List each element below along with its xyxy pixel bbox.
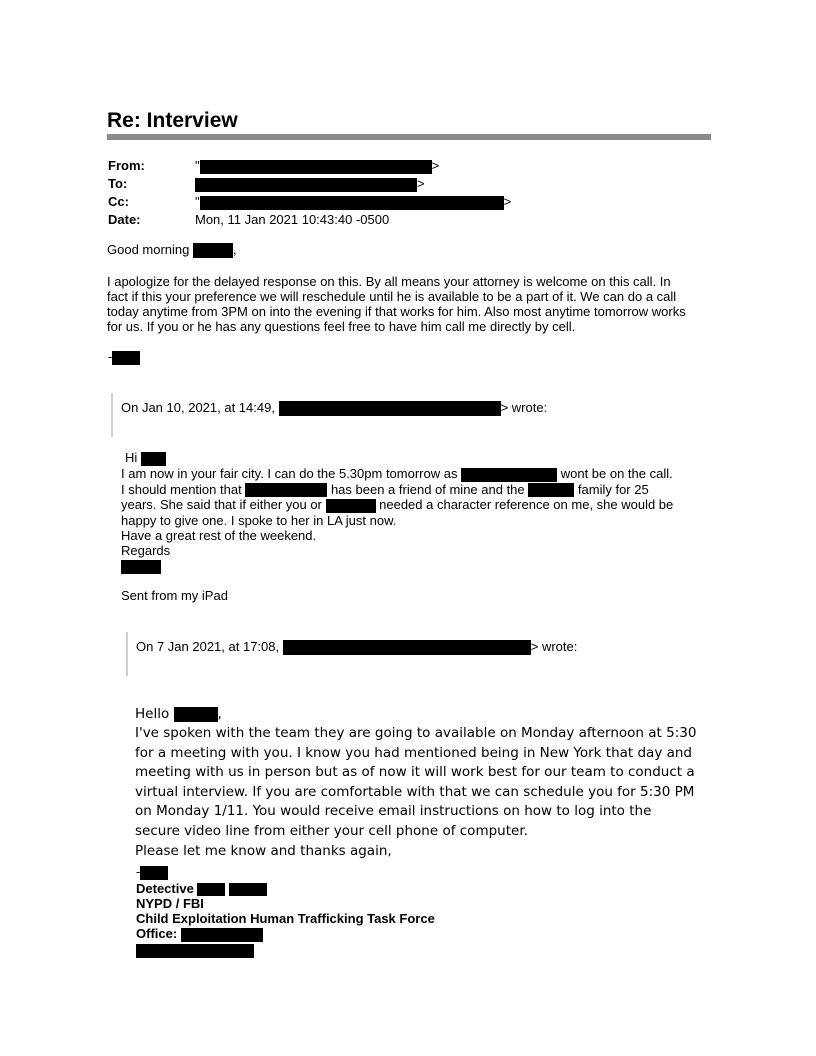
cc-angle: > <box>503 194 512 209</box>
date-value: Mon, 11 Jan 2021 10:43:40 -0500 <box>195 212 390 227</box>
paragraph-line: fact if this your preference we will reschedule until he is available to be a part of it. We can do a call <box>107 289 677 304</box>
body-line: I've spoken with the team they are going to available on Monday afternoon at 5:30 <box>135 725 697 741</box>
body-line: Please let me know and thanks again, <box>135 842 392 859</box>
quote2-intro <box>136 639 577 655</box>
quote2-hello <box>135 705 222 725</box>
text-segment: I am now in your fair city. I can do the 5.30pm tomorrow as <box>121 466 458 481</box>
redaction-box <box>200 160 432 174</box>
from-prefix: " <box>195 158 200 173</box>
from-label: From: <box>108 158 145 173</box>
quote2-body <box>135 724 696 861</box>
text-segment: family for 25 <box>577 481 649 497</box>
text-segment: wont be on the call. <box>560 466 673 481</box>
hi-text: Hi <box>125 450 138 465</box>
to-label: To: <box>108 176 128 191</box>
quote-wrote: > wrote: <box>500 400 548 415</box>
redaction-box <box>326 499 376 513</box>
quote-intro-text: On Jan 10, 2021, at 14:49, <box>121 400 275 415</box>
body-line: on Monday 1/11. You would receive email instructions on how to log into the <box>135 803 652 820</box>
to-value <box>195 176 425 192</box>
quote1-body <box>121 466 673 574</box>
hello-text: Hello <box>135 706 170 722</box>
quote-wrote: > wrote: <box>530 639 578 654</box>
quote-bar <box>111 393 113 437</box>
redaction-box <box>112 351 140 365</box>
title-rule <box>107 134 711 140</box>
sent-from: Sent from my iPad <box>121 588 228 603</box>
redaction-box <box>181 928 263 942</box>
office-label: Office: <box>136 926 178 941</box>
quote2-dash <box>136 864 168 880</box>
signature-title <box>136 881 267 896</box>
text-segment: years. She said that if either you or <box>121 497 322 513</box>
paragraph-line: I apologize for the delayed response on this. By all means your attorney is welcome on this call. In <box>107 274 671 289</box>
cc-value <box>195 194 511 210</box>
quote1-intro <box>121 400 547 416</box>
regards: Regards <box>121 542 171 558</box>
body-line: meeting with us in person but as of now it will work best for our team to conduct a <box>135 764 695 781</box>
body-line: secure video line from either your cell phone of computer. <box>135 822 528 839</box>
redaction-box <box>140 866 168 880</box>
body-line: happy to give one. I spoke to her in LA just now. <box>121 512 397 528</box>
redaction-box <box>200 196 504 210</box>
signature-office <box>136 926 263 942</box>
body-line <box>121 466 673 482</box>
cc-label: Cc: <box>108 194 129 209</box>
quote1-hi <box>125 450 166 466</box>
paragraph-line: for us. If you or he has any questions feel free to have him call me directly by cell. <box>107 319 576 334</box>
redaction-box <box>245 483 327 497</box>
body-line: for a meeting with you. I know you had mentioned being in New York that day and <box>135 744 693 761</box>
redaction-box <box>461 468 557 482</box>
body-line <box>121 482 673 498</box>
date-label: Date: <box>108 212 141 227</box>
text-segment: has been a friend of mine and the <box>330 481 525 497</box>
redaction-box <box>141 452 166 466</box>
dash: - <box>108 349 113 364</box>
from-angle: > <box>431 158 440 173</box>
redaction-box <box>193 243 233 258</box>
signature-unit: Child Exploitation Human Trafficking Task Force <box>136 911 435 926</box>
regards-signature <box>121 559 673 575</box>
to-angle: > <box>417 176 425 191</box>
cc-prefix: " <box>195 194 200 209</box>
redaction-box <box>283 640 531 655</box>
quote-intro-text: On 7 Jan 2021, at 17:08, <box>136 639 280 654</box>
text-segment: I should mention that <box>121 481 242 497</box>
signature-extra <box>136 942 254 960</box>
page-title: Re: Interview <box>107 109 238 132</box>
redaction-box <box>136 944 254 958</box>
redaction-box <box>197 883 225 896</box>
reply-paragraph <box>107 274 686 334</box>
greeting-comma: , <box>233 242 237 257</box>
body-line: Have a great rest of the weekend. <box>121 527 317 543</box>
redaction-box <box>528 483 574 497</box>
quote-bar <box>126 632 128 676</box>
redaction-box <box>229 883 267 896</box>
redaction-box <box>121 560 161 574</box>
redaction-box <box>174 707 218 722</box>
paragraph-line: today anytime from 3PM on into the evening if that works for him. Also most anytime tomorrow works <box>107 304 686 319</box>
signature-org: NYPD / FBI <box>136 896 204 911</box>
greeting <box>107 242 237 258</box>
reply-signoff <box>108 349 140 365</box>
text-segment: needed a character reference on me, she would be <box>379 497 674 513</box>
signature-title-text: Detective <box>136 881 194 896</box>
body-line: virtual interview. If you are comfortable with that we can schedule you for 5:30 PM <box>135 783 695 800</box>
greeting-text: Good morning <box>107 242 190 257</box>
from-value <box>195 158 439 174</box>
redaction-box <box>195 178 417 192</box>
redaction-box <box>279 401 501 416</box>
hello-comma: , <box>217 706 222 722</box>
body-line <box>121 497 673 513</box>
dash: - <box>136 864 141 879</box>
